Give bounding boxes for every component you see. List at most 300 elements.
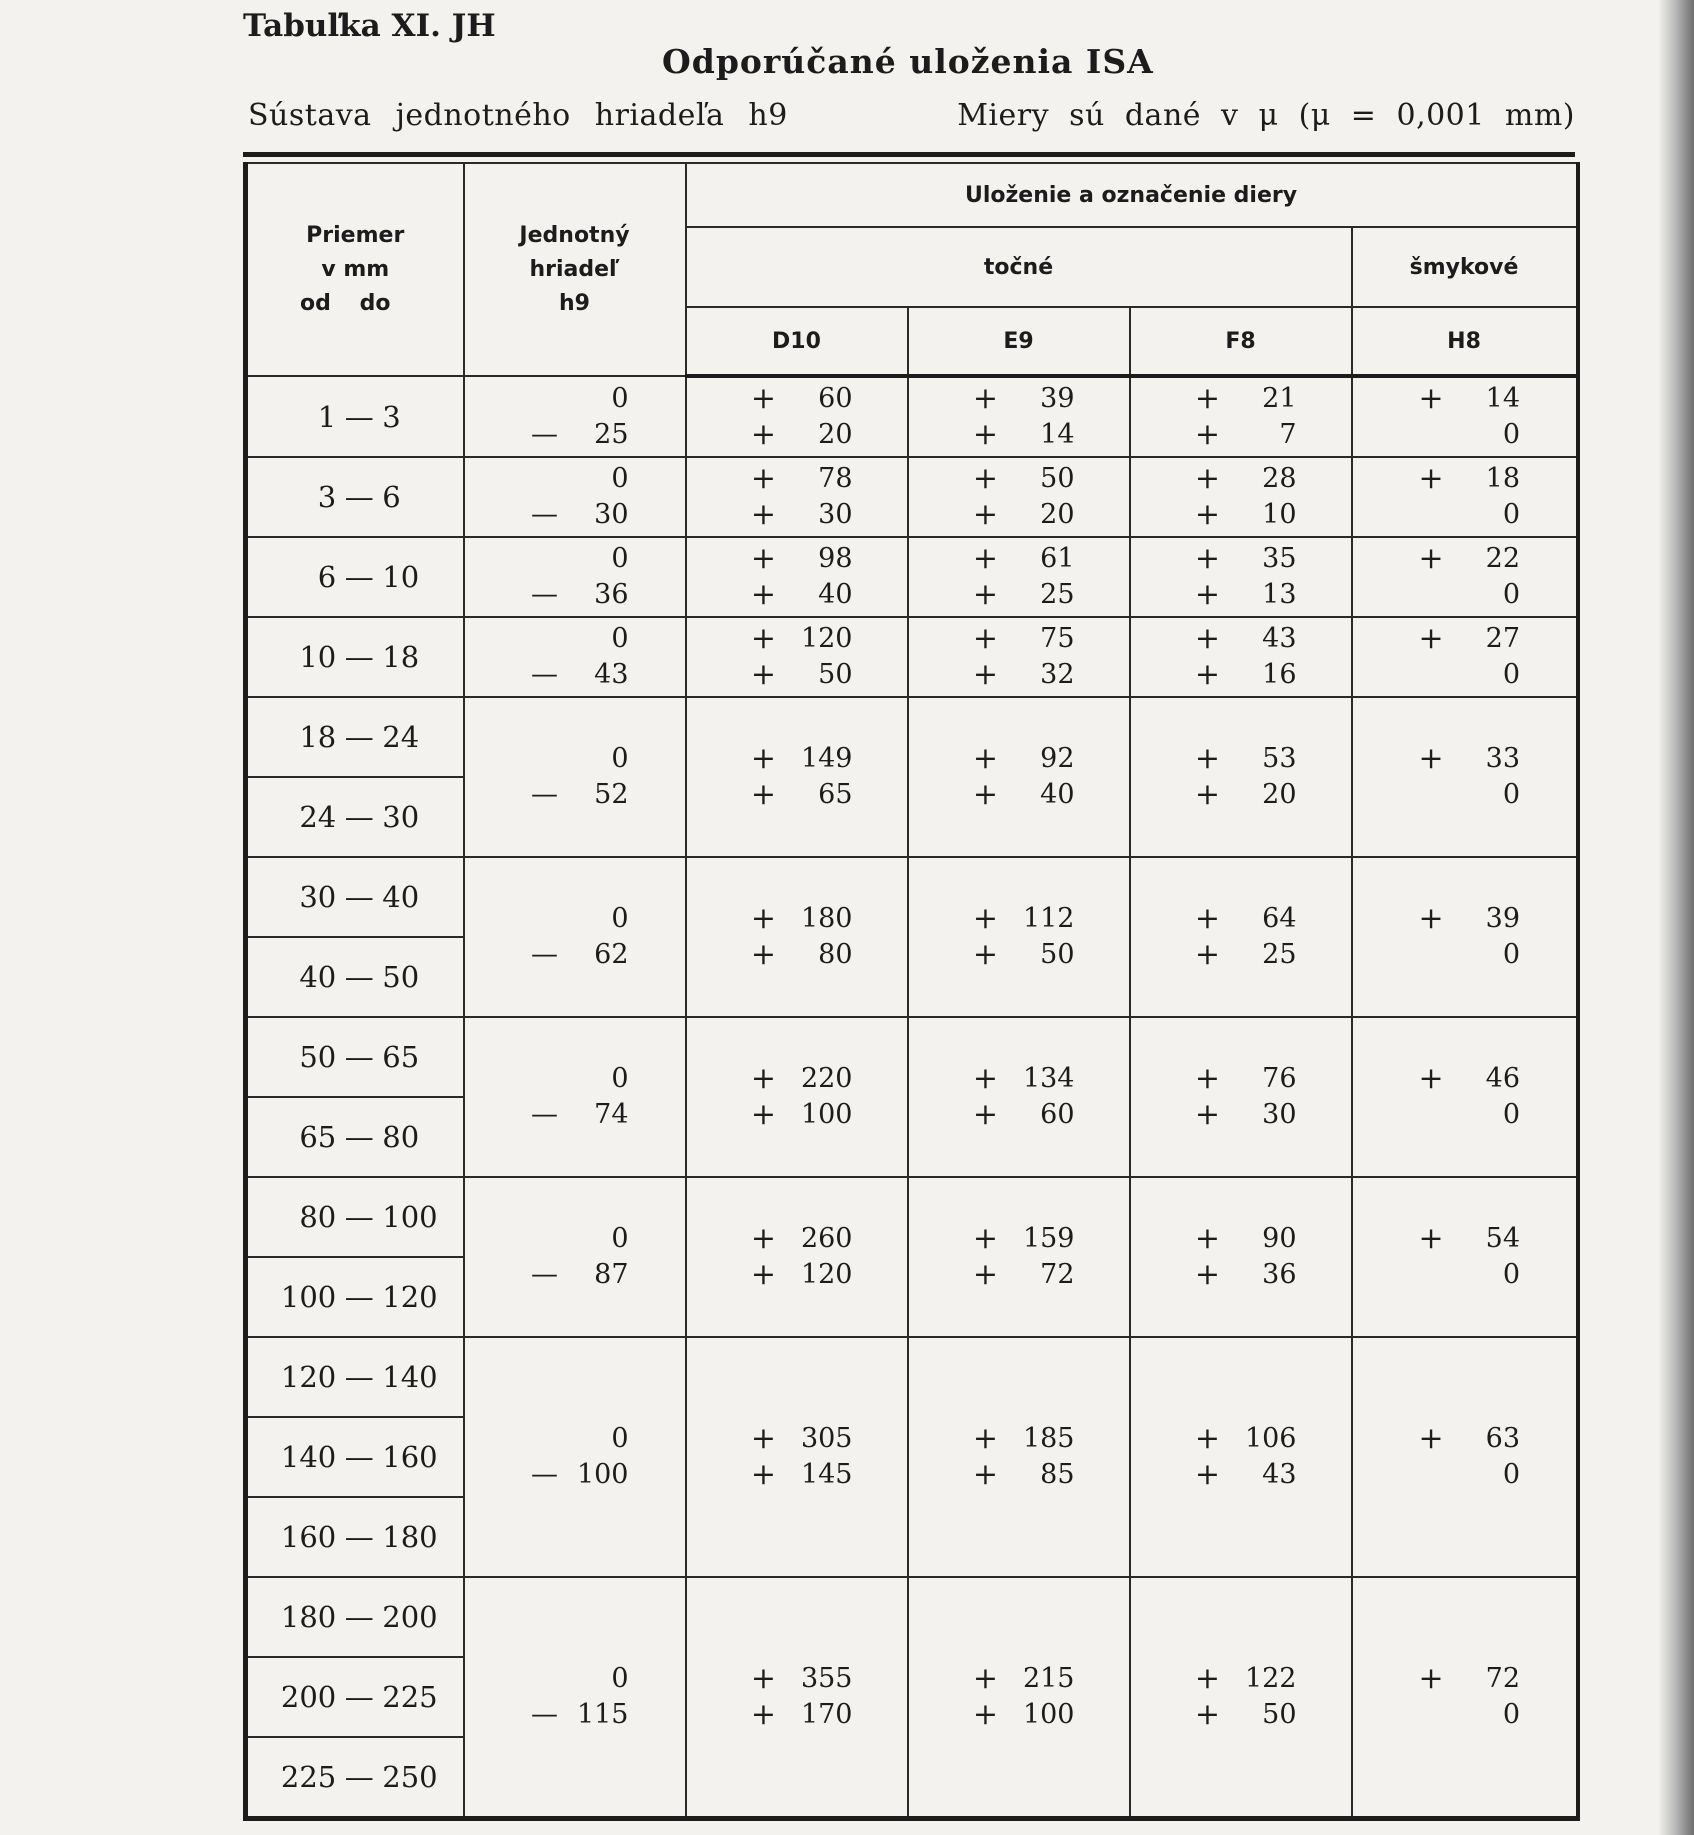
hole-e9-upper-line [909, 1421, 1129, 1457]
shaft-lower-line [465, 577, 685, 613]
hole-f8-values [1131, 461, 1351, 533]
shaft-tolerance-cell [464, 1177, 686, 1337]
hole-f8-cell [1130, 1177, 1352, 1337]
hole-f8-values [1131, 621, 1351, 693]
hole-h8-cell [1352, 537, 1578, 617]
hole-d10-lower-value: 145 [800, 1459, 853, 1490]
table-label: Tabuľka XI. JH [243, 8, 496, 44]
shaft-tolerance-values [465, 1061, 685, 1133]
hole-h8-upper-value: 14 [1485, 383, 1521, 414]
hole-e9-lower-value: 60 [1040, 1099, 1075, 1130]
sign-plus: + [750, 417, 777, 452]
diameter-range-cell [246, 937, 464, 1017]
sign-plus: + [1418, 1221, 1444, 1256]
hole-f8-lower-line [1131, 1697, 1351, 1733]
range-to: 225 [382, 1680, 438, 1714]
hole-e9-lower-value: 72 [1040, 1259, 1075, 1290]
range-dash: — [344, 1520, 374, 1554]
sign-minus: — [531, 939, 558, 970]
hole-d10-upper-value: 149 [800, 743, 853, 774]
hole-d10-values [687, 1661, 907, 1733]
diameter-range [248, 1280, 463, 1314]
sign-plus: + [1194, 1457, 1221, 1492]
hole-f8-cell [1130, 1017, 1352, 1177]
sign-plus: + [972, 1221, 999, 1256]
sign-plus: + [750, 1097, 777, 1132]
shaft-lower-line [465, 1697, 685, 1733]
range-to: 140 [382, 1360, 438, 1394]
hole-d10-lower-value: 30 [818, 499, 853, 530]
shaft-lower-value: 74 [594, 1099, 629, 1130]
hole-f8-lower-value: 16 [1262, 659, 1297, 690]
range-dash: — [344, 960, 374, 994]
sign-plus: + [1418, 621, 1444, 656]
shaft-upper-line [465, 541, 685, 577]
range-dash: — [344, 399, 374, 434]
sign-plus: + [1418, 901, 1444, 936]
shaft-upper-line [465, 741, 685, 777]
shaft-lower-line [465, 657, 685, 693]
range-dash: — [344, 720, 374, 754]
sign-plus: + [1194, 1221, 1221, 1256]
hole-d10-cell [686, 857, 908, 1017]
hole-h8-cell [1352, 376, 1578, 457]
shaft-lower-line [465, 417, 685, 453]
hole-h8-cell [1352, 1337, 1578, 1577]
diameter-range-cell [246, 537, 464, 617]
hole-e9-upper-value: 215 [1022, 1663, 1075, 1694]
hole-h8-values [1353, 381, 1576, 453]
hole-h8-values [1353, 901, 1576, 973]
hole-h8-lower-line [1353, 417, 1576, 453]
range-to: 120 [382, 1280, 438, 1314]
hole-e9-lower-line [909, 577, 1129, 613]
hole-d10-lower-line [687, 417, 907, 453]
hole-d10-lower-line [687, 497, 907, 533]
shaft-upper-value: 0 [611, 463, 629, 494]
hole-f8-lower-line [1131, 577, 1351, 613]
range-dash: — [344, 1120, 374, 1154]
shaft-tolerance-cell [464, 457, 686, 537]
diameter-range [248, 1360, 463, 1394]
hole-d10-upper-line [687, 621, 907, 657]
shaft-lower-line [465, 777, 685, 813]
header-hole-e9: E9 [908, 307, 1130, 376]
range-dash: — [344, 1600, 374, 1634]
range-dash: — [344, 1040, 374, 1074]
hole-d10-upper-value: 355 [800, 1663, 853, 1694]
page-header [0, 0, 1694, 160]
hole-h8-upper-value: 18 [1485, 463, 1521, 494]
hole-h8-values [1353, 1661, 1576, 1733]
shaft-lower-line [465, 1457, 685, 1493]
hole-h8-lower-value: 0 [1502, 659, 1521, 690]
hole-e9-lower-value: 32 [1040, 659, 1075, 690]
hole-f8-lower-value: 30 [1262, 1099, 1297, 1130]
range-from: 180 [280, 1600, 337, 1634]
hole-e9-cell [908, 1577, 1130, 1819]
hole-e9-values [909, 901, 1129, 973]
diameter-range-cell [246, 1097, 464, 1177]
diameter-range-cell [246, 1737, 464, 1819]
hole-h8-values [1353, 1061, 1576, 1133]
sign-plus: + [1194, 1061, 1221, 1096]
units-note: Miery sú dané v μ (μ = 0,001 mm) [957, 98, 1575, 133]
shaft-tolerance-cell [464, 1577, 686, 1819]
hole-f8-cell [1130, 376, 1352, 457]
sign-plus: + [1194, 461, 1221, 496]
hole-f8-cell [1130, 1577, 1352, 1819]
range-from: 30 [299, 880, 337, 914]
hole-h8-lower-value: 0 [1502, 1259, 1521, 1290]
diameter-range-cell [246, 1017, 464, 1097]
range-to: 50 [382, 960, 420, 994]
sign-plus: + [972, 777, 999, 812]
hole-d10-upper-value: 180 [800, 903, 853, 934]
hole-d10-cell [686, 537, 908, 617]
hole-f8-lower-value: 7 [1279, 419, 1297, 450]
sign-plus: + [1194, 657, 1221, 692]
range-dash: — [344, 1760, 374, 1794]
hole-f8-upper-line [1131, 1661, 1351, 1697]
header-diameter-do: do [359, 290, 391, 316]
hole-d10-lower-value: 50 [818, 659, 853, 690]
hole-e9-upper-line [909, 1061, 1129, 1097]
hole-d10-values [687, 1061, 907, 1133]
hole-f8-lower-line [1131, 1257, 1351, 1293]
hole-d10-upper-line [687, 1221, 907, 1257]
hole-e9-lower-line [909, 1097, 1129, 1133]
hole-d10-cell [686, 1177, 908, 1337]
hole-h8-upper-value: 54 [1485, 1223, 1521, 1254]
shaft-lower-value: 87 [594, 1259, 629, 1290]
diameter-range [248, 1440, 463, 1474]
sign-plus: + [972, 1661, 999, 1696]
table-row [246, 1177, 1578, 1257]
hole-d10-values [687, 461, 907, 533]
hole-d10-lower-value: 170 [800, 1699, 853, 1730]
shaft-upper-value: 0 [611, 1063, 629, 1094]
hole-d10-lower-value: 120 [800, 1259, 853, 1290]
hole-e9-values [909, 1061, 1129, 1133]
table-row [246, 537, 1578, 617]
sign-plus: + [972, 1097, 999, 1132]
hole-f8-upper-value: 90 [1262, 1223, 1297, 1254]
shaft-tolerance-values [465, 901, 685, 973]
range-from: 160 [280, 1520, 337, 1554]
hole-f8-upper-value: 122 [1244, 1663, 1297, 1694]
hole-h8-values [1353, 1221, 1576, 1293]
range-to: 3 [382, 399, 401, 434]
range-to: 200 [382, 1600, 438, 1634]
hole-d10-lower-value: 40 [818, 579, 853, 610]
shaft-lower-line [465, 1257, 685, 1293]
hole-h8-cell [1352, 1577, 1578, 1819]
hole-f8-lower-line [1131, 657, 1351, 693]
hole-e9-lower-value: 25 [1040, 579, 1075, 610]
sign-plus: + [1194, 1257, 1221, 1292]
hole-e9-lower-line [909, 1457, 1129, 1493]
hole-h8-lower-line [1353, 777, 1576, 813]
hole-h8-upper-line [1353, 901, 1576, 937]
shaft-lower-line [465, 937, 685, 973]
shaft-tolerance-cell [464, 857, 686, 1017]
hole-f8-values [1131, 381, 1351, 453]
fits-table [243, 162, 1580, 1821]
hole-e9-upper-line [909, 541, 1129, 577]
sign-minus: — [531, 1459, 558, 1490]
sign-plus: + [1194, 497, 1221, 532]
sign-plus: + [972, 541, 999, 576]
hole-e9-cell [908, 1177, 1130, 1337]
shaft-tolerance-values [465, 541, 685, 613]
hole-d10-upper-line [687, 381, 907, 417]
hole-f8-upper-value: 64 [1262, 903, 1297, 934]
diameter-range [248, 1120, 463, 1154]
diameter-range [248, 560, 463, 594]
sign-plus: + [750, 657, 777, 692]
hole-h8-cell [1352, 617, 1578, 697]
sign-plus: + [750, 541, 777, 576]
sign-minus: — [531, 659, 558, 690]
sign-plus: + [1194, 777, 1221, 812]
hole-h8-upper-value: 27 [1485, 623, 1521, 654]
shaft-tolerance-values [465, 461, 685, 533]
hole-f8-values [1131, 1421, 1351, 1493]
hole-f8-lower-value: 50 [1262, 1699, 1297, 1730]
sign-plus: + [750, 1421, 777, 1456]
diameter-range [248, 1760, 463, 1794]
sign-plus: + [972, 657, 999, 692]
hole-e9-lower-value: 20 [1040, 499, 1075, 530]
sign-minus: — [531, 779, 558, 810]
hole-h8-lower-value: 0 [1502, 1459, 1521, 1490]
diameter-range [248, 480, 463, 514]
sign-plus: + [1194, 1097, 1221, 1132]
sign-plus: + [750, 1061, 777, 1096]
sign-plus: + [972, 381, 999, 416]
hole-e9-lower-line [909, 417, 1129, 453]
sign-plus: + [1194, 901, 1221, 936]
hole-d10-cell [686, 1017, 908, 1177]
sign-plus: + [750, 1661, 777, 1696]
hole-f8-upper-line [1131, 541, 1351, 577]
hole-f8-lower-line [1131, 1097, 1351, 1133]
diameter-range-cell [246, 1337, 464, 1417]
sign-plus: + [1418, 1661, 1444, 1696]
table-row [246, 617, 1578, 697]
sign-plus: + [1418, 741, 1444, 776]
hole-h8-lower-line [1353, 937, 1576, 973]
hole-e9-upper-value: 112 [1022, 903, 1075, 934]
diameter-range-cell [246, 1177, 464, 1257]
shaft-tolerance-values [465, 381, 685, 453]
hole-h8-upper-value: 46 [1485, 1063, 1521, 1094]
shaft-tolerance-cell [464, 697, 686, 857]
hole-h8-values [1353, 1421, 1576, 1493]
sign-minus: — [531, 579, 558, 610]
sign-plus: + [1194, 741, 1221, 776]
diameter-range [248, 960, 463, 994]
shaft-lower-line [465, 1097, 685, 1133]
hole-d10-lower-value: 100 [800, 1099, 853, 1130]
hole-e9-upper-value: 92 [1040, 743, 1075, 774]
hole-h8-values [1353, 541, 1576, 613]
shaft-lower-value: 100 [576, 1459, 629, 1490]
hole-d10-upper-line [687, 461, 907, 497]
hole-e9-lower-value: 100 [1022, 1699, 1075, 1730]
diameter-range [248, 1200, 463, 1234]
diameter-range [248, 1600, 463, 1634]
sign-plus: + [1194, 621, 1221, 656]
hole-f8-upper-value: 28 [1262, 463, 1297, 494]
range-from: 65 [299, 1120, 337, 1154]
sign-plus: + [750, 1697, 777, 1732]
diameter-range [248, 800, 463, 834]
sign-plus: + [1194, 541, 1221, 576]
hole-h8-values [1353, 621, 1576, 693]
hole-e9-values [909, 1421, 1129, 1493]
range-dash: — [344, 1200, 374, 1234]
range-to: 180 [382, 1520, 438, 1554]
hole-f8-lower-value: 43 [1262, 1459, 1297, 1490]
hole-d10-values [687, 621, 907, 693]
hole-f8-upper-line [1131, 901, 1351, 937]
sign-plus: + [972, 1457, 999, 1492]
hole-e9-upper-value: 159 [1022, 1223, 1075, 1254]
hole-d10-upper-line [687, 1421, 907, 1457]
hole-h8-lower-line [1353, 1697, 1576, 1733]
shaft-tolerance-cell [464, 1337, 686, 1577]
hole-e9-upper-value: 61 [1040, 543, 1075, 574]
shaft-tolerance-values [465, 621, 685, 693]
hole-f8-values [1131, 901, 1351, 973]
hole-f8-upper-line [1131, 741, 1351, 777]
hole-d10-lower-line [687, 937, 907, 973]
shaft-upper-value: 0 [611, 743, 629, 774]
hole-h8-upper-line [1353, 1061, 1576, 1097]
shaft-lower-value: 52 [594, 779, 629, 810]
hole-h8-lower-line [1353, 577, 1576, 613]
sign-plus: + [750, 381, 777, 416]
header-running-fits: točné [686, 227, 1352, 307]
sign-plus: + [750, 937, 777, 972]
hole-f8-lower-line [1131, 777, 1351, 813]
diameter-range [248, 880, 463, 914]
sign-plus: + [1418, 1061, 1444, 1096]
hole-e9-lower-line [909, 1257, 1129, 1293]
table-row [246, 376, 1578, 457]
hole-f8-cell [1130, 1337, 1352, 1577]
shaft-upper-value: 0 [611, 543, 629, 574]
hole-f8-upper-value: 43 [1262, 623, 1297, 654]
range-dash: — [344, 1440, 374, 1474]
hole-f8-upper-value: 35 [1262, 543, 1297, 574]
hole-f8-values [1131, 1061, 1351, 1133]
hole-d10-upper-line [687, 741, 907, 777]
hole-d10-upper-line [687, 1061, 907, 1097]
range-dash: — [344, 1680, 374, 1714]
range-from: 120 [280, 1360, 337, 1394]
header-diameter-line2: v mm [321, 256, 390, 282]
hole-f8-cell [1130, 857, 1352, 1017]
hole-d10-upper-line [687, 541, 907, 577]
hole-f8-upper-value: 21 [1262, 383, 1297, 414]
range-dash: — [344, 560, 374, 594]
shaft-lower-value: 36 [594, 579, 629, 610]
sign-plus: + [1194, 417, 1221, 452]
hole-d10-lower-line [687, 1257, 907, 1293]
header-hole-h8: H8 [1352, 307, 1578, 376]
sign-plus: + [750, 741, 777, 776]
hole-f8-cell [1130, 697, 1352, 857]
shaft-tolerance-values [465, 741, 685, 813]
range-to: 24 [382, 720, 420, 754]
diameter-range-cell [246, 1417, 464, 1497]
range-from: 100 [280, 1280, 337, 1314]
shaft-lower-value: 62 [594, 939, 629, 970]
shaft-upper-value: 0 [611, 1663, 629, 1694]
hole-e9-values [909, 1661, 1129, 1733]
shaft-lower-line [465, 497, 685, 533]
sign-plus: + [972, 577, 999, 612]
hole-f8-lower-value: 25 [1262, 939, 1297, 970]
hole-h8-upper-value: 72 [1485, 1663, 1521, 1694]
diameter-range [248, 1040, 463, 1074]
hole-f8-cell [1130, 537, 1352, 617]
range-from: 6 [317, 560, 337, 594]
range-dash: — [344, 1280, 374, 1314]
diameter-range-cell [246, 1497, 464, 1577]
sign-plus: + [1194, 1661, 1221, 1696]
hole-d10-lower-line [687, 577, 907, 613]
table-row [246, 1577, 1578, 1657]
diameter-range-cell [246, 1577, 464, 1657]
hole-h8-lower-value: 0 [1502, 779, 1521, 810]
hole-e9-cell [908, 376, 1130, 457]
range-to: 6 [382, 480, 401, 514]
hole-h8-upper-line [1353, 1421, 1576, 1457]
hole-h8-upper-line [1353, 461, 1576, 497]
header-hole-f8: F8 [1130, 307, 1352, 376]
range-to: 100 [382, 1200, 438, 1234]
range-to: 250 [382, 1760, 438, 1794]
diameter-range-cell [246, 457, 464, 537]
hole-f8-cell [1130, 457, 1352, 537]
hole-h8-lower-value: 0 [1502, 1099, 1521, 1130]
range-from: 140 [280, 1440, 337, 1474]
hole-e9-lower-value: 40 [1040, 779, 1075, 810]
hole-f8-upper-line [1131, 1421, 1351, 1457]
hole-d10-upper-value: 78 [818, 463, 853, 494]
shaft-upper-value: 0 [611, 382, 629, 414]
diameter-range-cell [246, 857, 464, 937]
sign-plus: + [972, 741, 999, 776]
hole-f8-upper-line [1131, 1221, 1351, 1257]
hole-d10-upper-value: 305 [800, 1423, 853, 1454]
hole-e9-cell [908, 457, 1130, 537]
shaft-upper-value: 0 [611, 623, 629, 654]
hole-e9-upper-line [909, 381, 1129, 417]
shaft-lower-value: 25 [594, 418, 629, 450]
sign-plus: + [750, 1257, 777, 1292]
hole-h8-upper-line [1353, 621, 1576, 657]
hole-h8-upper-value: 63 [1485, 1423, 1521, 1454]
sign-plus: + [972, 497, 999, 532]
range-from: 40 [299, 960, 337, 994]
hole-h8-upper-value: 33 [1485, 743, 1521, 774]
hole-e9-values [909, 381, 1129, 453]
